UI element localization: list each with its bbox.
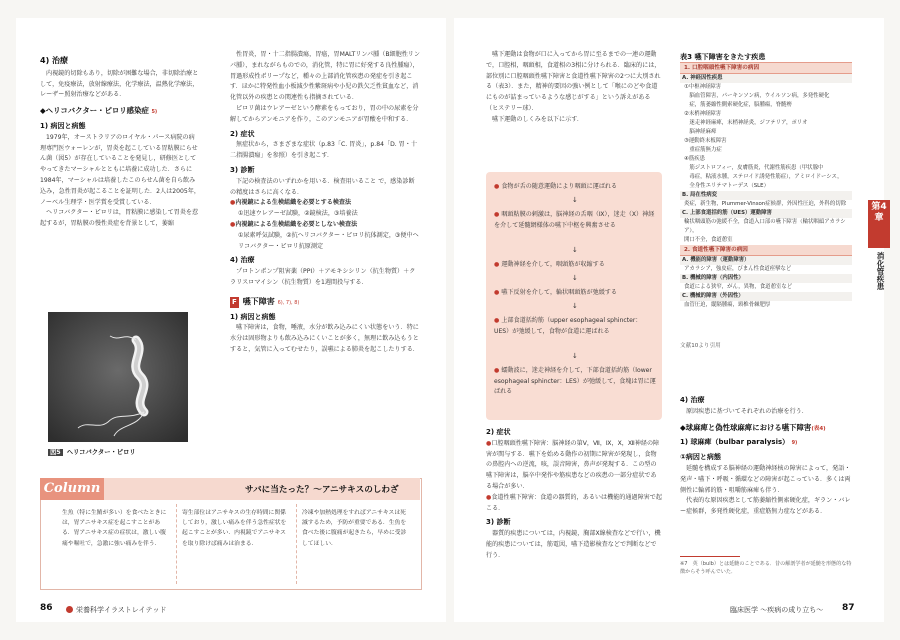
bullet-icon: ● — [486, 493, 492, 501]
dysphagia-tx-text: 原因疾患に基づいてそれぞれの治療を行う． — [686, 407, 808, 415]
flow-step-5 — [494, 316, 656, 337]
figure-photo — [48, 312, 188, 442]
right-footer-title: 臨床医学 〜疾病の成り立ち〜 — [730, 606, 824, 614]
hp-heading-text: ◆ヘリコバクター・ピロリ感染症 — [40, 106, 149, 116]
table-row: 症，筋萎縮性側索硬化症，脳腫瘍，脊髄癆 — [684, 102, 792, 108]
left-page-number: 86 — [40, 603, 53, 613]
flow-arrow: ↓ — [572, 246, 578, 254]
dysphagia-symptom-1-text: 口腔咽頭性嚥下障害：脳神経の第Ⅴ，Ⅶ，Ⅸ，Ⅹ，Ⅻ神経の障害が関与する．嚥下を始める動作の初期に障害が発現し，食物の鼻腔内への逆流，咳，誤音障害，鼻声が発現する．この型の嚥下障害は，脳卒中発作や筋疾患などの疾患の一部分症状である場合が多い． — [486, 439, 660, 490]
dysphagia-tx-heading: 4) 治療 — [680, 396, 705, 404]
hp-text2: ヘリコバクター・ピロリは，胃粘膜に感染して胃炎を惹起するが，胃粘膜の慢性炎症を背景として，萎縮 — [40, 209, 199, 228]
flow-step-3-text: 運動神経を介して，咽頭筋が収縮する — [501, 261, 605, 268]
table-row: 筋ジストロフィー，皮膚筋炎，代謝性筋疾患（甲状腺中 — [684, 165, 824, 171]
right-col-1-bottom — [486, 424, 662, 562]
flow-step-5-text: 上部食道括約筋（upper esophageal sphincter：UES）が弛緩して，食物が食道に運ばれる — [494, 317, 642, 335]
flow-arrow: ↓ — [572, 274, 578, 282]
bulbar-sub — [680, 437, 852, 449]
table-row: 迷走神経麻痺，末梢神経炎，ジフテリア，ポリオ — [684, 120, 808, 126]
column-divider — [176, 504, 177, 584]
flow-step-6 — [494, 366, 656, 398]
table-row: 毒症，粘液水腫，ステロイド誘発性筋症），アミロイドーシス， — [684, 174, 843, 180]
bullet-icon: ● — [494, 211, 500, 218]
figure-caption — [48, 447, 136, 456]
hp-text-a: 性胃炎，胃・十二指腸潰瘍，胃癌，胃MALTリンパ腫（B細胞性リンパ腫），まれながらものでの，消化管，特に胃に好発する良性腫瘍），胃過形成性ポリープなど，種々の上部消化管疾患の発症を引き起こす．ほかに特発性血小板減少性紫斑病や小児の鉄欠乏性貧血など，消化管以外の疾患との関連性も指摘されている． — [230, 51, 420, 102]
bullet-icon: ● — [494, 183, 500, 190]
swallow-intro: 嚥下運動は食物が口に入ってから胃に至るまでの一連の運動で，口腔相，咽頭相，食道相の3相に分けられる．臨床的には，部位別に口腔咽頭性嚥下障害と食道性嚥下障害の2つに大別される（表3）．また，精神的要因の強い例として「喉にのどや食道にものが詰まっているような感じがする」という訴えがある（ヒステリー球）． — [486, 51, 661, 112]
table-section-header: A. 神経因性疾患 — [680, 74, 852, 83]
left-col-1 — [40, 50, 200, 230]
flow-step-2-text: 咽頭粘膜の刺激は，脳神経の舌咽（Ⅸ），迷走（Ⅹ）神経を介して延髄網様体の嚥下中枢を興奮させる — [494, 211, 655, 229]
column-text-3: 冷凍や加熱処理をすればアニサキスは死滅するため，予防が重要である．生魚を食べた後に腹痛が起きたら，早めに受診してほしい． — [302, 510, 407, 547]
flow-step-1-text: 食物が舌の随意運動により咽頭に運ばれる — [501, 183, 618, 190]
hp-diag-item2-sub: ①尿素呼気試験，②抗ヘリコバクター・ピロリ抗体測定，③便中ヘリコバクター・ピロリ抗原測定 — [238, 231, 419, 250]
hp-diag-item2-text: 内視鏡による生検組織を必要としない検査法 — [235, 220, 358, 228]
table-row: 輪状咽頭筋の弛緩不全，食道入口部の嚥下障害（輪状咽頭アカラシア）， — [684, 219, 846, 234]
section-f-title: 嚥下障害 — [242, 296, 275, 306]
hp-symptom-heading: 2) 症状 — [230, 129, 255, 138]
hp-diag-item1-text: 内視鏡による生検組織を必要とする検査法 — [235, 199, 352, 207]
flow-step-4-text: 嚥下反射を介して，輪状咽頭筋が弛緩する — [501, 289, 617, 296]
table-row: アカラシア，強皮症，びまん性食道痙攣など — [684, 266, 792, 272]
bullet-icon: ● — [230, 220, 236, 228]
footnote: ※7 英（bulb）とは延髄のことである．昔の解剖学者が延髄を形態的な特徴からそう呼んでいた． — [680, 561, 852, 575]
dysphagia-symptom-2-text: 食道性嚥下障害：食道の器質的，あるいは機能的通過障害で起こる． — [486, 493, 662, 512]
table-section-header: A. 機能的障害（運動障害） — [680, 256, 852, 265]
bullet-icon: ● — [494, 367, 500, 374]
bulbar-sub-text: 1) 球麻痺（bulbar paralysis） — [680, 438, 790, 447]
table-row: ①中枢神経障害 — [684, 84, 722, 90]
table-row: 食道による狭窄，がん，異物，食道憩室など — [684, 284, 793, 290]
column-divider — [296, 504, 297, 584]
column-logo: Column — [40, 478, 104, 500]
bulbar-heading — [680, 423, 852, 435]
left-col-2 — [230, 50, 420, 356]
dysphagia-diag-text: 器質的疾患については，内視鏡，胸部X線検査などで行い，機能的疾患については，筋電図，嚥下造影検査などで判断などで行う． — [486, 530, 661, 559]
helicobacter-micrograph — [48, 312, 188, 442]
dysphagia-text: 嚥下障害は，食物，唾液，水分が飲み込みにくい状態をいう．特に水分は固形物よりも飲み込みにくいことが多く，無理に飲み込もうとすると，気管に入ってむせたり，誤嚥による肺炎を起こしたりする． — [230, 324, 419, 353]
hp-treatment-heading: 4) 治療 — [230, 256, 255, 265]
flow-arrow: ↓ — [572, 352, 578, 360]
right-col-2-bottom — [680, 392, 852, 518]
hp-ref: 5) — [151, 109, 158, 116]
column-title: サバに当たった？〜アニサキスのしわざ — [245, 485, 399, 495]
table-row: 脳血管障害，パーキンソン病，ウイルソン病，多発性硬化 — [684, 93, 830, 99]
treatment-text: 内視鏡的切除もあり，切除が困難な場合，非切除治療として，免疫療法，放射線療法，化学療法，温熱化学療法，レーザー照射治療などがある． — [40, 69, 199, 99]
table-row: 血管圧迫，縦隔腫瘍，頸椎骨棘肥厚 — [684, 302, 771, 308]
flow-step-4 — [494, 288, 656, 299]
bulbar-heading-text: ◆球麻痺と偽性球麻痺における嚥下障害 — [680, 422, 812, 432]
hp-diag-item1-sub: ①迅速ウレアーゼ試験，②鏡検法，③培養法 — [238, 210, 358, 218]
section-f-heading — [230, 297, 420, 309]
hp-heading — [40, 106, 200, 118]
hp-symptom-text: 無症状から，さまざまな症状（p.83「C. 胃炎」，p.84「D. 胃・十二指腸潰瘍」を参照）を引き起こす． — [230, 141, 417, 160]
table-title: 表3 嚥下障害をきたす疾患 — [680, 52, 766, 61]
flow-step-3 — [494, 260, 656, 271]
bullet-icon: ● — [494, 317, 500, 324]
column-text-2: 寄生部位はアニサキスの生存時間に関係しており，激しい痛みを伴う急性症状を起こすことが多い．内視鏡でアニサキスを取り除けば痛みは治まる． — [182, 510, 287, 547]
hp-sub1: 1) 病因と病態 — [40, 121, 86, 130]
chapter-tab: 第4章 — [868, 200, 890, 248]
hp-text1: 1979年，オーストラリアのロイヤル・パース病院の病理専門医ウォーレンが，胃炎を起こしている胃粘膜にらせん菌（図5）が存在していることを発見し，研修医としてやってきたマーシャルとともに培養に成功した．さらに1984年，マーシャルは培養したこのらせん菌を自ら飲み込み，急性胃炎が起こることを証明した．2人は2005年，ノーベル生理学・医学賞を受賞している． — [40, 133, 200, 206]
right-col-1-top — [486, 50, 662, 126]
flow-arrow: ↓ — [572, 302, 578, 310]
bulbar-text2: 代表的な原因疾患として筋萎縮性側索硬化症，ギラン・バレー症候群，多発性硬化症，重症筋無力症などがある． — [680, 497, 851, 516]
bullet-icon: ● — [486, 439, 492, 447]
section-f-label: F — [232, 297, 237, 306]
hp-treatment-text: プロトンポンプ阻害薬（PPI）＋アモキシシリン（抗生物質）＋クラリスロマイシン（抗生物質）を1週間投与する． — [230, 268, 416, 286]
hp-diag-item1 — [230, 198, 420, 209]
table-row: ③運動終末板障害 — [684, 138, 727, 144]
hp-text-b: ピロリ菌はウレアーゼという酵素をもっており，胃の中の尿素を分解してからアンモニアを作り，このアンモニアが胃酸を中和する． — [230, 104, 419, 123]
footnote-divider — [680, 556, 740, 557]
table-row: 脳神経麻痺 — [684, 129, 717, 135]
figure-caption-text: ヘリコバクター・ピロリ — [66, 449, 136, 456]
bulbar-sub2: ①病因と病態 — [680, 453, 721, 462]
flow-step-1 — [494, 182, 656, 193]
dysphagia-sub1: 1) 病因と病態 — [230, 312, 276, 321]
flow-arrow: ↓ — [572, 196, 578, 204]
hp-diagnosis-text: 下記の検査法のいずれかを用いる．検査用いること で，感染診断の精度はさらに高くなる． — [230, 177, 415, 196]
table-row: 開口不全，食道憩室 — [684, 237, 733, 243]
bulbar-text: 延髄を構成する脳神経の運動神経核の障害によって，発語・発声・嚥下・呼吸・循環などの障害が起こっている．多くは両側性に輪郭的筋・咀嚼筋麻痺も伴う． — [680, 464, 851, 494]
bullet-icon: ● — [494, 289, 500, 296]
table-row: 全身性エリテマトーデス（SLE） — [684, 183, 769, 189]
dysphagia-symptom-1 — [486, 439, 662, 493]
section-f-ref: 6), 7), 8) — [277, 299, 300, 306]
table-row: 炎症，新生物，Plummer-Vinson症候群，外因性圧迫，外科的切除 — [684, 201, 847, 207]
table-section-header: B. 局在性病変 — [680, 191, 852, 200]
bullet-icon: ● — [494, 261, 500, 268]
dysphagia-symptom-2 — [486, 493, 662, 515]
bullet-icon: ● — [230, 199, 236, 207]
table-section-header: 1. 口腔咽頭性嚥下障害の病因 — [680, 63, 852, 74]
flow-step-2 — [494, 210, 656, 231]
table-row: ④筋疾患 — [684, 156, 706, 162]
bulbar-ref: (表4) — [811, 425, 826, 432]
table-section-header: C. 機械的障害（外因性） — [680, 292, 852, 301]
table-section-header: 2. 食道性嚥下障害の病因 — [680, 245, 852, 256]
table-row: ②末梢神経障害 — [684, 111, 722, 117]
bulbar-ref2: 9) — [791, 440, 798, 447]
treatment-heading: 4) 治療 — [40, 56, 69, 65]
dysphagia-symptom-heading: 2) 症状 — [486, 428, 511, 436]
table-row: 重症筋無力症 — [684, 147, 722, 153]
dysphagia-diag-heading: 3) 診断 — [486, 518, 511, 527]
left-footer-title — [66, 605, 166, 615]
table-source: 文献10より引用 — [680, 343, 721, 349]
table-section-header: C. 上部食道括約筋（UES）運動障害 — [680, 209, 852, 218]
swallow-intro2: 嚥下運動のしくみを以下に示す． — [492, 115, 583, 123]
hp-diagnosis-heading: 3) 診断 — [230, 165, 255, 174]
chapter-label: 消化管疾患 — [876, 252, 885, 290]
disease-table — [680, 62, 852, 310]
footer-dot-icon — [66, 606, 73, 613]
right-page-number: 87 — [842, 603, 855, 613]
left-footer-title-text: 栄養科学イラストレイテッド — [76, 606, 167, 614]
hp-diag-item2 — [230, 220, 420, 231]
table-section-header: B. 機械的障害（内因性） — [680, 274, 852, 283]
column-text-1: 生魚（特に生鯖が多い）を食べたときには，胃アニサキス症を起こすことがある．胃アニサキス症の症状は，激しい腹痛や嘔吐で，急激に強い痛みを伴う． — [62, 510, 167, 547]
flow-step-6-text: 蠕動波に，迷走神経を介して，下部食道括約筋（lower esophageal sphincter：LES）が弛緩して，食塊は胃に運ばれる — [494, 367, 656, 395]
figure-number: 図5 — [50, 449, 61, 456]
